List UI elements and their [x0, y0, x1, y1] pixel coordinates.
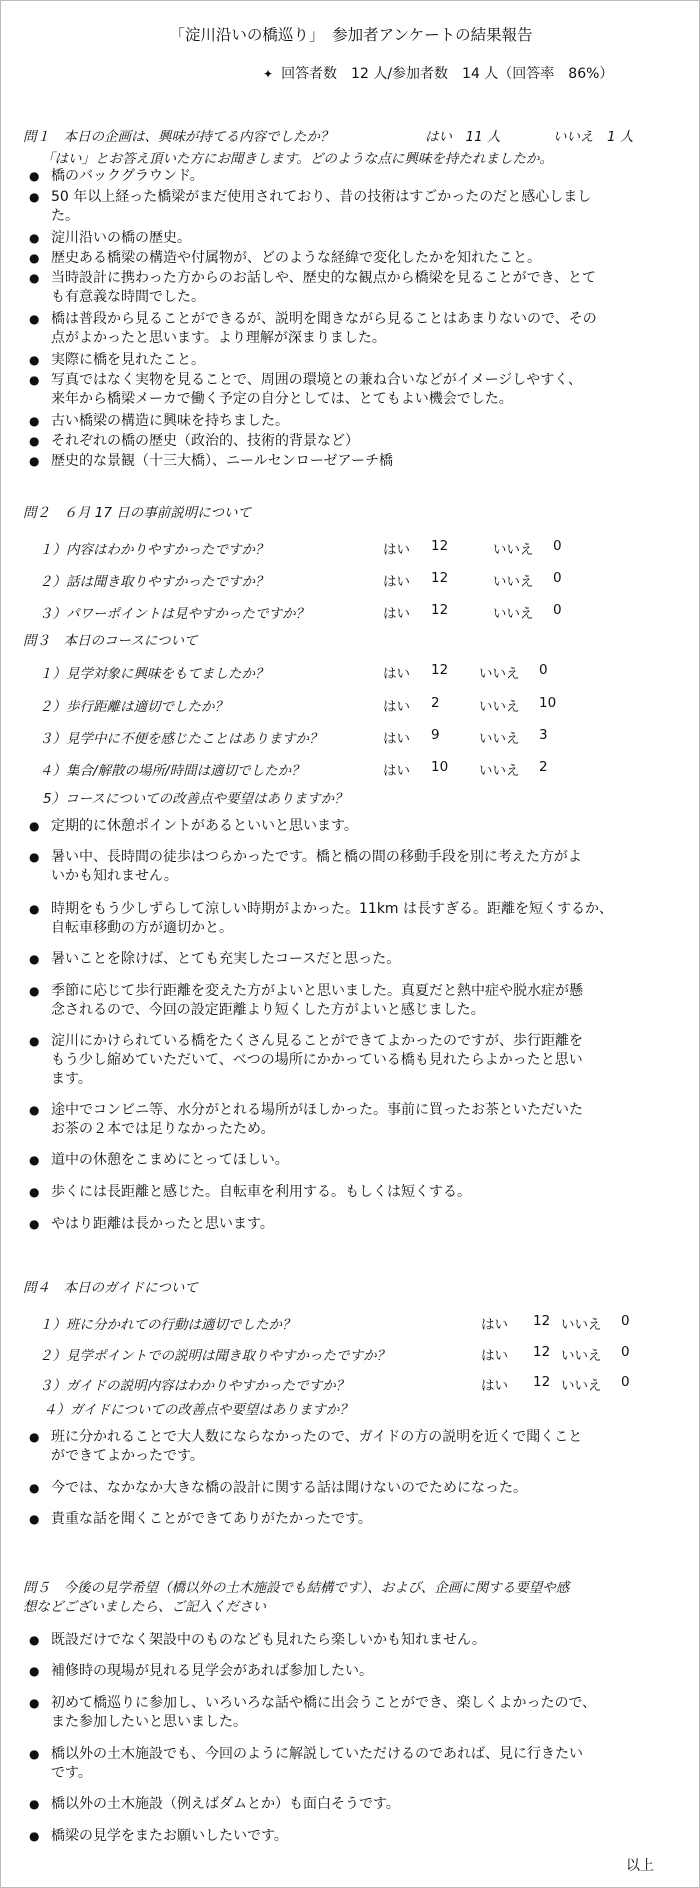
- yes-label: はい: [383, 731, 410, 747]
- yes-count: 12: [533, 1344, 551, 1360]
- question-text: １）班に分かれての行動は適切でしたか？: [39, 1317, 296, 1333]
- q5-heading-line1: 問５ 今後の見学希望（橋以外の土木施設でも結構です）、および、企画に関する要望や感: [23, 1580, 570, 1596]
- no-label: いいえ: [493, 574, 534, 590]
- question-text: １）内容はわかりやすかったですか？: [39, 542, 269, 558]
- list-item: [29, 950, 669, 969]
- q3-heading: 問３ 本日のコースについて: [23, 633, 198, 649]
- list-item-text: 点がよかったと思います。より理解が深まりました。: [51, 330, 386, 346]
- yes-count: 12: [431, 662, 449, 678]
- question-text: ３）見学中に不便を感じたことはありますか？: [39, 731, 323, 747]
- list-item-text: ● 季節に応じて歩行距離を変えた方がよいと思いました。真夏だと熱中症や脱水症が懸: [51, 983, 583, 999]
- list-item: [29, 848, 669, 886]
- yes-count: 12: [431, 602, 449, 618]
- list-item-text: お茶の２本では足りなかったため。: [51, 1121, 275, 1137]
- list-item: [29, 1827, 669, 1846]
- list-item-text: ● それぞれの橋の歴史（政治的、技術的背景など）: [51, 433, 359, 449]
- response-summary-text: 回答者数 12 人/参加者数 14 人（回答率 86%）: [281, 66, 614, 82]
- list-item-text: ● 橋のバックグラウンド。: [51, 168, 204, 184]
- yes-label: はい: [481, 1317, 508, 1333]
- q4-heading: 問４ 本日のガイドについて: [23, 1280, 198, 1296]
- no-label: いいえ: [479, 666, 520, 682]
- list-item: [29, 269, 669, 307]
- no-label: いいえ: [493, 606, 534, 622]
- question-text: ２）歩行距離は適切でしたか？: [39, 699, 228, 715]
- no-label: いいえ: [561, 1348, 602, 1364]
- list-item-text: ● 橋以外の土木施設（例えばダムとか）も面白そうです。: [51, 1796, 400, 1812]
- q5-heading-line2: 想などございましたら、ご記入ください: [23, 1599, 266, 1615]
- q1-yes-count: はい 11 人: [425, 129, 501, 145]
- list-item-text: ● 橋以外の土木施設でも、今回のように解説していただけるのであれば、見に行きたい: [51, 1746, 583, 1762]
- q1-label: 問１ 本日の企画は、興味が持てる内容でしたか？: [23, 129, 334, 145]
- list-item-text: ● 今では、なかなか大きな橋の設計に関する話は聞けないのでためになった。: [51, 1480, 527, 1496]
- list-item-text: ● 初めて橋巡りに参加し、いろいろな話や橋に出会うことができ、楽しくよかったので、: [51, 1695, 597, 1711]
- list-item: [29, 1694, 669, 1732]
- question-text: ３）パワーポイントは見やすかったですか？: [39, 606, 309, 622]
- list-item-text: ● 補修時の現場が見れる見学会があれば参加したい。: [51, 1663, 373, 1679]
- no-label: いいえ: [561, 1378, 602, 1394]
- list-item-text: も有意義な時間でした。: [51, 289, 205, 305]
- page-title: 「淀川沿いの橋巡り」 参加者アンケートの結果報告: [169, 26, 533, 44]
- list-item: [29, 1215, 669, 1234]
- list-item: [29, 1631, 669, 1650]
- list-item: [29, 1795, 669, 1814]
- list-item-text: ● 当時設計に携わった方からのお話しや、歴史的な観点から橋梁を見ることができ、とて: [51, 270, 597, 286]
- list-item: [29, 310, 669, 348]
- list-item-text: ● 貴重な話を聞くことができてありがたかったです。: [51, 1511, 372, 1527]
- list-item-text: ● 既設だけでなく架設中のものなども見れたら楽しいかも知れません。: [51, 1632, 486, 1648]
- no-count: 0: [553, 602, 562, 618]
- no-count: 0: [621, 1313, 630, 1329]
- question-text: １）見学対象に興味をもてましたか？: [39, 666, 269, 682]
- list-item: [29, 900, 669, 938]
- no-count: 0: [621, 1344, 630, 1360]
- no-label: いいえ: [479, 763, 520, 779]
- list-item: [29, 412, 669, 431]
- list-item: [29, 1479, 669, 1498]
- list-item: [29, 229, 669, 248]
- list-item: [29, 432, 669, 451]
- list-item-text: ● 歴史ある橋梁の構造や付属物が、どのような経緯で変化したかを知れたこと。: [51, 250, 541, 266]
- list-item-text: ● 暑い中、長時間の徒歩はつらかったです。橋と橋の間の移動手段を別に考えた方がよ: [51, 849, 582, 865]
- list-item: [29, 1183, 669, 1202]
- list-item-text: ● 橋は普段から見ることができるが、説明を聞きながら見ることはあまりないので、その: [51, 311, 597, 327]
- list-item-text: た。: [51, 208, 79, 224]
- response-summary: [263, 63, 613, 83]
- no-label: いいえ: [493, 542, 534, 558]
- no-label: いいえ: [561, 1317, 602, 1333]
- yes-count: 12: [431, 538, 449, 554]
- list-item-text: ● 歩くには長距離と感じた。自転車を利用する。もしくは短くする。: [51, 1184, 471, 1200]
- yes-count: 12: [533, 1374, 551, 1390]
- no-count: 3: [539, 727, 548, 743]
- no-label: いいえ: [479, 699, 520, 715]
- yes-label: はい: [383, 699, 410, 715]
- question-text: ３）ガイドの説明内容はわかりやすかったですか？: [39, 1378, 350, 1394]
- yes-count: 2: [431, 695, 440, 711]
- yes-label: はい: [481, 1378, 508, 1394]
- list-item-text: ● 道中の休憩をこまめにとってほしい。: [51, 1152, 289, 1168]
- q1-followup: 「はい」とお答え頂いた方にお聞きします。どのような点に興味を持たれましたか。: [41, 151, 553, 167]
- list-item-text: ● 古い橋梁の構造に興味を持ちました。: [51, 413, 289, 429]
- list-item-text: ● 淀川にかけられている橋をたくさん見ることができてよかったのですが、歩行距離を: [51, 1033, 583, 1049]
- list-item-text: ができてよかったです。: [51, 1448, 204, 1464]
- q1-heading: [23, 125, 634, 145]
- list-item-text: ● 50 年以上経った橋梁がまだ使用されており、昔の技術はすごかったのだと感心しまし: [51, 189, 592, 205]
- q2-heading: 問２ ６月 17 日の事前説明について: [23, 505, 251, 521]
- list-item-text: また参加したいと思いました。: [51, 1714, 247, 1730]
- list-item-text: 自転車移動の方が適切かと。: [51, 920, 233, 936]
- list-item-text: ● 途中でコンビニ等、水分がとれる場所がほしかった。事前に買ったお茶といただいた: [51, 1102, 583, 1118]
- q1-no-count: いいえ 1 人: [553, 129, 634, 145]
- list-item: [29, 351, 669, 370]
- list-item-text: いかも知れません。: [51, 868, 178, 884]
- list-item: [29, 1032, 669, 1089]
- list-item-text: ● 写真ではなく実物を見ることで、周囲の環境との兼ね合いなどがイメージしやすく、: [51, 372, 583, 388]
- q4-sub4: ４）ガイドについての改善点や要望はありますか？: [43, 1402, 353, 1418]
- list-item: [29, 1428, 669, 1466]
- list-item-text: ます。: [51, 1071, 92, 1087]
- yes-label: はい: [383, 606, 410, 622]
- list-item: [29, 1510, 669, 1529]
- list-item: [29, 371, 669, 409]
- list-item-text: 念されるので、今回の設定距離より短くした方がよいと感じました。: [51, 1002, 485, 1018]
- no-count: 0: [553, 570, 562, 586]
- yes-label: はい: [383, 763, 410, 779]
- end-mark: 以上: [626, 1858, 654, 1874]
- no-count: 10: [539, 695, 557, 711]
- no-count: 0: [553, 538, 562, 554]
- question-text: ２）話は聞き取りやすかったですか？: [39, 574, 269, 590]
- list-item-text: もう少し縮めていただいて、べつの場所にかかっている橋も見れたらよかったと思い: [51, 1052, 583, 1068]
- yes-count: 9: [431, 727, 440, 743]
- question-text: ２）見学ポイントでの説明は聞き取りやすかったですか？: [39, 1348, 390, 1364]
- q3-sub5: 5）コースについての改善点や要望はありますか？: [43, 791, 348, 807]
- no-label: いいえ: [479, 731, 520, 747]
- list-item-text: ● 実際に橋を見れたこと。: [51, 352, 205, 368]
- list-item: [29, 817, 669, 836]
- list-item: [29, 1662, 669, 1681]
- list-item: [29, 188, 669, 226]
- list-item: [29, 249, 669, 268]
- list-item-text: です。: [51, 1765, 92, 1781]
- yes-count: 12: [533, 1313, 551, 1329]
- no-count: 0: [539, 662, 548, 678]
- list-item-text: ● やはり距離は長かったと思います。: [51, 1216, 274, 1232]
- yes-label: はい: [481, 1348, 508, 1364]
- yes-label: はい: [383, 574, 410, 590]
- list-item: [29, 1745, 669, 1783]
- yes-count: 12: [431, 570, 449, 586]
- yes-label: はい: [383, 666, 410, 682]
- pin-icon: ✦: [263, 67, 274, 81]
- list-item: [29, 167, 669, 186]
- list-item-text: ● 歴史的な景観（十三大橋）、ニールセンローゼアーチ橋: [51, 453, 394, 469]
- list-item-text: ● 橋梁の見学をまたお願いしたいです。: [51, 1828, 288, 1844]
- question-text: ４）集合/解散の場所/時間は適切でしたか？: [39, 763, 305, 779]
- list-item-text: ● 淀川沿いの橋の歴史。: [51, 230, 191, 246]
- list-item-text: ● 班に分かれることで大人数にならなかったので、ガイドの方の説明を近くで聞くこと: [51, 1429, 583, 1445]
- yes-count: 10: [431, 759, 449, 775]
- yes-label: はい: [383, 542, 410, 558]
- list-item-text: ● 時期をもう少しずらして涼しい時期がよかった。11km は長すぎる。距離を短くするか、: [51, 901, 614, 917]
- no-count: 2: [539, 759, 548, 775]
- list-item: [29, 1151, 669, 1170]
- list-item-text: ● 暑いことを除けば、とても充実したコースだと思った。: [51, 951, 401, 967]
- list-item: [29, 982, 669, 1020]
- list-item: [29, 1101, 669, 1139]
- list-item-text: ● 定期的に休憩ポイントがあるといいと思います。: [51, 818, 358, 834]
- no-count: 0: [621, 1374, 630, 1390]
- list-item: [29, 452, 669, 471]
- list-item-text: 来年から橋梁メーカで働く予定の自分としては、とてもよい機会でした。: [51, 391, 513, 407]
